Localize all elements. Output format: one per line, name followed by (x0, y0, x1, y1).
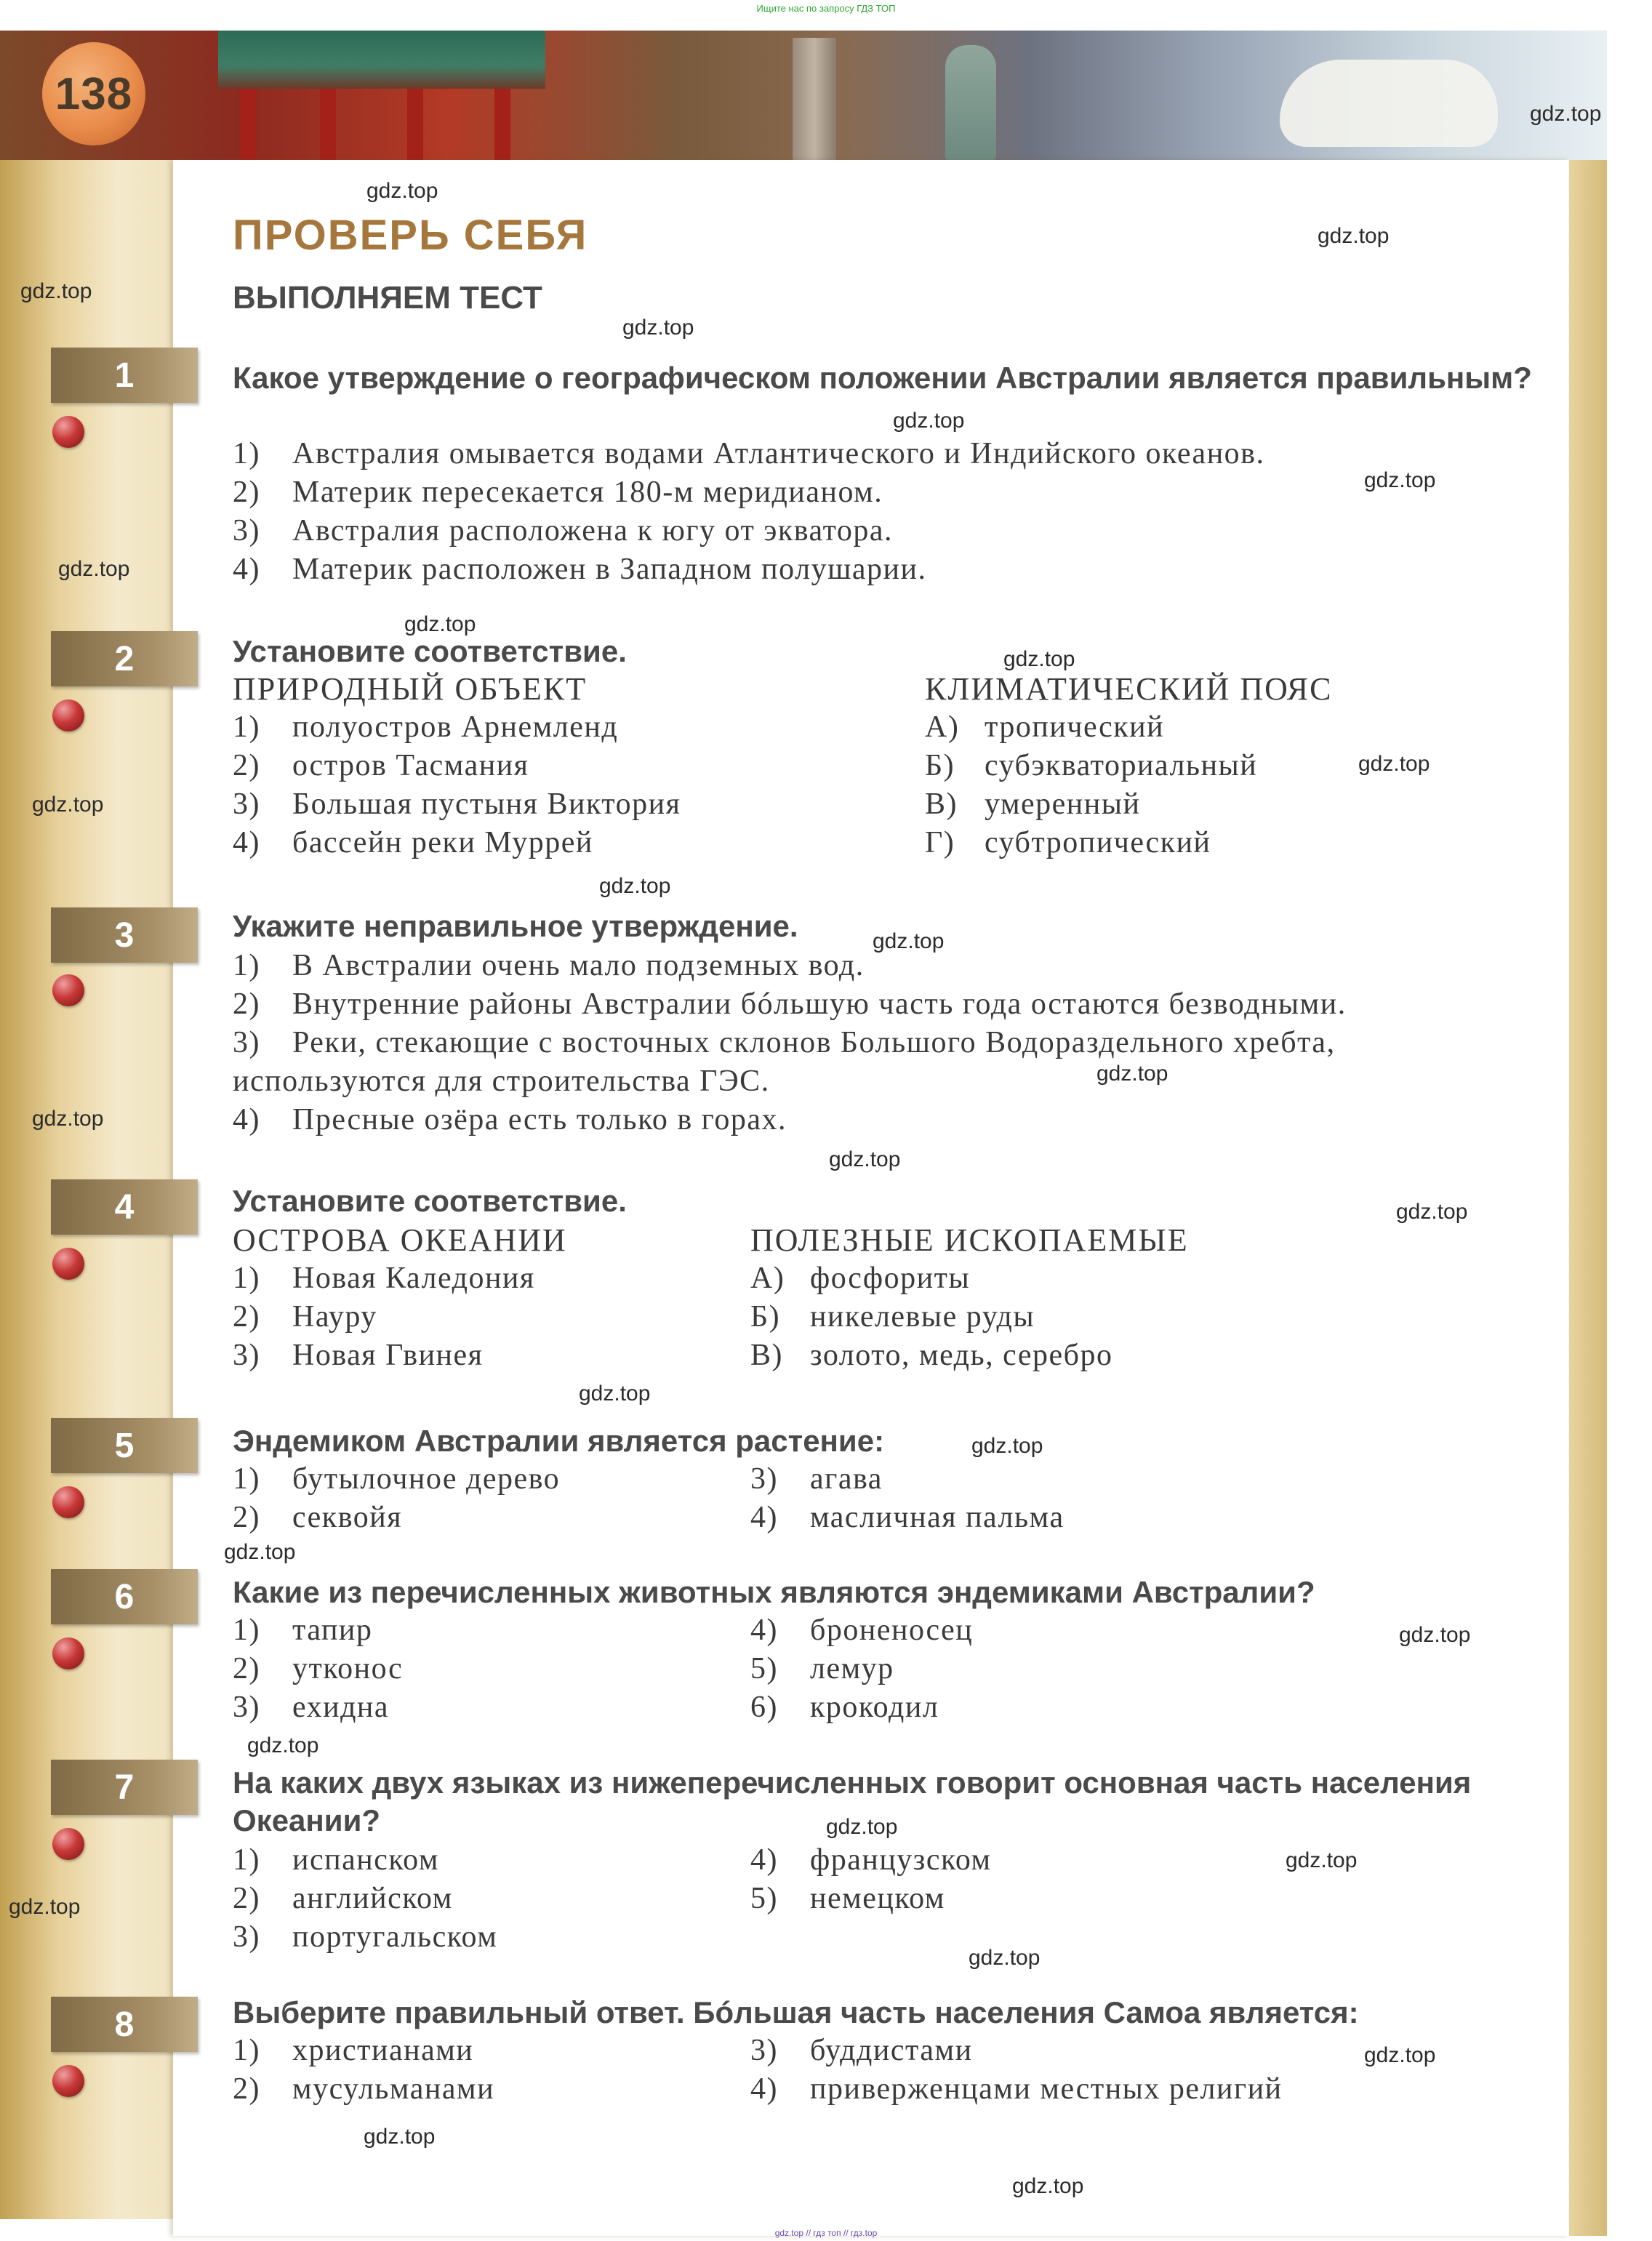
watermark-text: gdz.top (622, 316, 694, 340)
option-8-4: 4) приверженцами местных религий (750, 2072, 1283, 2106)
question-number-6: 6 (51, 1569, 198, 1624)
question-text-1: Какое утверждение о географическом положении Австралии является правильным? (233, 361, 1532, 395)
answer-marker-dot (52, 1828, 84, 1860)
option-7-3: 3) португальском (233, 1920, 498, 1954)
watermark-text: gdz.top (971, 1434, 1043, 1458)
option-3-4: 4) Пресные озёра есть только в горах. (233, 1103, 787, 1136)
bottom-note: gdz.top // гдз топ // гдз.top (774, 2228, 878, 2238)
watermark-text: gdz.top (32, 793, 104, 817)
question-number-5: 5 (51, 1418, 198, 1473)
option-4-left-1: 1) Новая Каледония (233, 1262, 535, 1295)
column-header-right-4: ПОЛЕЗНЫЕ ИСКОПАЕМЫЕ (750, 1222, 1189, 1258)
watermark-text: gdz.top (1364, 2043, 1436, 2067)
option-1-3: 3) Австралия расположена к югу от экватора. (233, 514, 894, 548)
watermark-text: gdz.top (969, 1946, 1040, 1970)
option-2-right-2: Б) субэкваториальный (925, 749, 1258, 782)
option-5-2: 2) секвойя (233, 1501, 403, 1534)
header-banner-image (0, 31, 1607, 160)
option-2-left-4: 4) бассейн реки Муррей (233, 826, 593, 859)
watermark-text: gdz.top (893, 409, 965, 433)
answer-marker-dot (52, 2065, 84, 2097)
option-3-2: 2) Внутренние районы Австралии бóльшую часть года остаются безводными. (233, 987, 1347, 1021)
watermark-text: gdz.top (1396, 1200, 1468, 1224)
column-header-left-2: ПРИРОДНЫЙ ОБЪЕКТ (233, 671, 588, 707)
question-text-2: Установите соответствие. (233, 634, 627, 668)
watermark-text: gdz.top (224, 1540, 296, 1564)
question-number-8: 8 (51, 1997, 198, 2052)
option-7-1: 1) испанском (233, 1843, 439, 1877)
column-header-right-2: КЛИМАТИЧЕСКИЙ ПОЯС (925, 671, 1333, 707)
watermark-text: gdz.top (9, 1895, 81, 1919)
question-number-3: 3 (51, 907, 198, 963)
pagoda-pillar (240, 89, 256, 160)
option-5-4: 4) масличная пальма (750, 1501, 1064, 1534)
pagoda-pillar (320, 89, 336, 160)
option-1-4: 4) Материк расположен в Западном полушарии. (233, 553, 927, 586)
option-2-left-3: 3) Большая пустыня Виктория (233, 787, 681, 821)
option-1-1: 1) Австралия омывается водами Атлантического и Индийского океанов. (233, 437, 1265, 470)
question-text-8: Выберите правильный ответ. Бóльшая часть населения Самоа является: (233, 1995, 1359, 2029)
watermark-text: gdz.top (1286, 1848, 1358, 1872)
question-number-4: 4 (51, 1179, 198, 1235)
option-7-5: 5) немецком (750, 1882, 945, 1915)
column-header-left-4: ОСТРОВА ОКЕАНИИ (233, 1222, 567, 1258)
option-4-left-3: 3) Новая Гвинея (233, 1339, 484, 1372)
option-1-2: 2) Материк пересекается 180-м меридианом. (233, 476, 883, 509)
page-edge-strip (1569, 160, 1607, 2236)
option-6-2: 2) утконос (233, 1652, 404, 1685)
option-4-right-1: А) фосфориты (750, 1262, 971, 1295)
watermark-text: gdz.top (579, 1382, 651, 1406)
option-8-1: 1) христианами (233, 2034, 474, 2067)
watermark-text: gdz.top (404, 612, 476, 636)
watermark-text: gdz.top (1318, 224, 1390, 248)
question-text-5: Эндемиком Австралии является растение: (233, 1424, 885, 1458)
pagoda-pillar (494, 89, 510, 160)
answer-marker-dot (52, 416, 84, 448)
option-6-5: 5) лемур (750, 1652, 894, 1685)
watermark-text: gdz.top (1399, 1623, 1471, 1647)
statue-shape (945, 45, 996, 160)
option-2-left-1: 1) полуостров Арнемленд (233, 710, 619, 744)
option-4-left-2: 2) Науру (233, 1300, 377, 1334)
watermark-text: gdz.top (58, 557, 130, 581)
watermark-text: gdz.top (247, 1733, 319, 1757)
top-note: Ищите нас по запросу ГДЗ ТОП (756, 3, 896, 14)
answer-marker-dot (52, 1637, 84, 1669)
option-8-2: 2) мусульманами (233, 2072, 495, 2106)
question-text-7: На каких двух языках из нижеперечисленных говорит основная часть населения Океании? (233, 1765, 1472, 1837)
option-2-right-3: В) умеренный (925, 787, 1141, 821)
question-number-2: 2 (51, 631, 198, 686)
answer-marker-dot (52, 1486, 84, 1518)
watermark-text: gdz.top (1003, 647, 1075, 671)
watermark-text: gdz.top (1096, 1062, 1168, 1086)
watermark-text: gdz.top (1012, 2174, 1084, 2198)
watermark-text: gdz.top (32, 1107, 104, 1131)
page-subtitle: ВЫПОЛНЯЕМ ТЕСТ (233, 280, 542, 316)
watermark-text: gdz.top (1530, 102, 1602, 126)
page-number-badge: 138 (42, 42, 145, 145)
option-3-1: 1) В Австралии очень мало подземных вод. (233, 949, 865, 982)
answer-marker-dot (52, 1248, 84, 1280)
answer-marker-dot (52, 699, 84, 731)
watermark-text: gdz.top (1364, 468, 1436, 492)
option-4-right-2: Б) никелевые руды (750, 1300, 1035, 1334)
answer-marker-dot (52, 974, 84, 1006)
option-2-right-1: А) тропический (925, 710, 1165, 744)
option-6-6: 6) крокодил (750, 1691, 939, 1724)
option-3-3: 3) Реки, стекающие с восточных склонов Большого Водораздельного хребта, (233, 1026, 1336, 1059)
option-7-2: 2) английском (233, 1882, 453, 1915)
option-2-left-2: 2) остров Тасмания (233, 749, 529, 782)
tower-shape (793, 38, 836, 160)
question-number-1: 1 (51, 348, 198, 403)
question-text-3: Укажите неправильное утверждение. (233, 909, 798, 943)
watermark-text: gdz.top (829, 1147, 901, 1171)
option-5-1: 1) бутылочное дерево (233, 1462, 561, 1496)
pagoda-roof-shape (218, 31, 545, 89)
polar-bear-shape (1280, 60, 1498, 147)
watermark-text: gdz.top (1358, 752, 1430, 776)
watermark-text: gdz.top (826, 1815, 898, 1839)
watermark-text: gdz.top (20, 279, 92, 303)
option-6-1: 1) тапир (233, 1613, 373, 1647)
question-text-4: Установите соответствие. (233, 1184, 627, 1218)
watermark-text: gdz.top (599, 874, 671, 898)
page-title: ПРОВЕРЬ СЕБЯ (233, 212, 588, 259)
pagoda-pillar (407, 89, 423, 160)
option-7-4: 4) французском (750, 1843, 992, 1877)
option-6-4: 4) броненосец (750, 1613, 974, 1647)
watermark-text: gdz.top (364, 2125, 436, 2149)
option-2-right-4: Г) субтропический (925, 826, 1211, 859)
question-number-7: 7 (51, 1760, 198, 1815)
option-6-3: 3) ехидна (233, 1691, 390, 1724)
option-5-3: 3) агава (750, 1462, 883, 1496)
question-text-6: Какие из перечисленных животных являются эндемиками Австралии? (233, 1575, 1315, 1609)
watermark-text: gdz.top (873, 929, 945, 953)
watermark-text: gdz.top (366, 179, 438, 203)
option-3-3-cont: используются для строительства ГЭС. (233, 1065, 770, 1098)
option-4-right-3: В) золото, медь, серебро (750, 1339, 1113, 1372)
option-8-3: 3) буддистами (750, 2034, 973, 2067)
